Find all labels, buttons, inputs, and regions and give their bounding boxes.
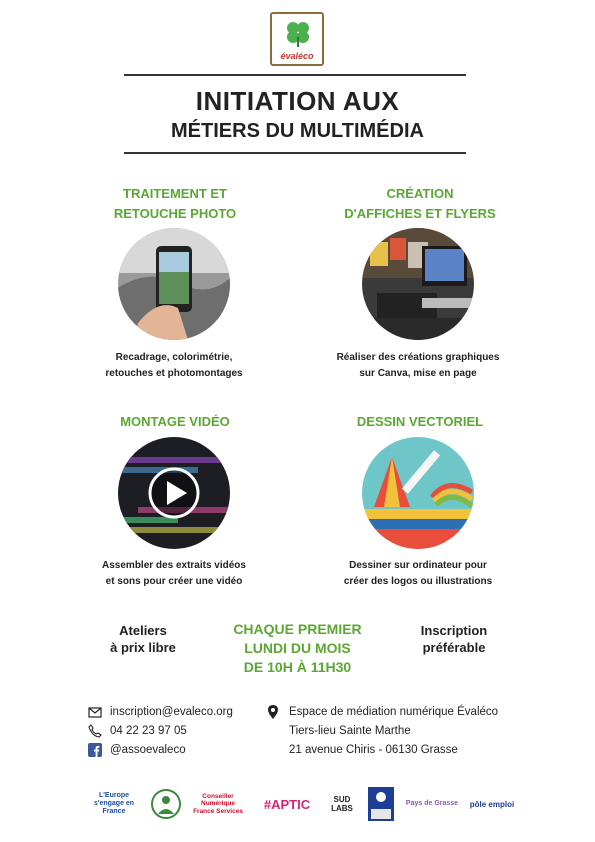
- description-line: créer des logos ou illustrations: [343, 576, 493, 587]
- video-play-image: [118, 437, 230, 549]
- section-photo-description: [64, 350, 284, 382]
- schedule-line: CHAQUE PREMIER: [233, 621, 362, 637]
- section-vector-title: DESSIN VECTORIEL: [356, 414, 484, 429]
- schedule-line: LUNDI DU MOIS: [244, 640, 351, 656]
- partner-name: SUD LABS: [331, 795, 353, 813]
- title-bottom-divider: [124, 152, 466, 154]
- partner-logo-paysdegrasse: [404, 784, 460, 824]
- description-line: retouches et photomontages: [105, 368, 243, 379]
- partner-logo-republique: [366, 784, 396, 824]
- contact-list: [88, 703, 233, 760]
- map-pin-icon: [267, 705, 279, 719]
- section-title-line: TRAITEMENT ET: [123, 186, 227, 201]
- facebook-text[interactable]: @assoevaleco: [110, 744, 186, 756]
- section-title-line: CRÉATION: [386, 186, 454, 201]
- phone-text[interactable]: 04 22 23 97 05: [110, 725, 187, 737]
- partner-name: #APTIC: [263, 796, 311, 812]
- registration-info: [394, 622, 514, 656]
- facebook-icon: [88, 743, 102, 757]
- description-line: sur Canva, mise en page: [359, 368, 477, 379]
- association-logo-icon: [150, 788, 182, 820]
- partner-name: pôle emploi: [469, 799, 515, 809]
- address-line: Tiers-lieu Sainte Marthe: [289, 725, 411, 737]
- price-info-line: à prix libre: [110, 640, 176, 655]
- section-title-line: RETOUCHE PHOTO: [113, 206, 237, 221]
- partner-logo-europe: [88, 784, 140, 824]
- contact-facebook[interactable]: [88, 741, 233, 760]
- address-line: Espace de médiation numérique Évaléco: [289, 706, 499, 718]
- section-title-line: D'AFFICHES ET FLYERS: [344, 206, 496, 221]
- section-flyers-description: [308, 350, 528, 382]
- title-top-divider: [124, 74, 466, 76]
- phone-icon: [88, 724, 102, 738]
- evaleco-logo: [270, 12, 324, 66]
- price-info: [83, 622, 203, 656]
- section-flyers-title: [310, 184, 530, 224]
- partner-logo-association: [148, 784, 184, 824]
- partner-logo-sudlabs: [326, 784, 358, 824]
- section-video-title: MONTAGE VIDÉO: [120, 414, 230, 429]
- computer-desk-image: [362, 228, 474, 340]
- clover-icon: [284, 19, 312, 47]
- marianne-logo-icon: [368, 787, 394, 821]
- description-line: Recadrage, colorimétrie,: [115, 352, 233, 363]
- partner-logo-poleemploi: [468, 784, 516, 824]
- section-photo-title: [65, 184, 285, 224]
- description-line: Réaliser des créations graphiques: [336, 352, 500, 363]
- partner-logo-conseiller: [192, 784, 244, 824]
- partner-name: Conseiller Numérique France Services: [193, 792, 243, 815]
- schedule-info: [210, 620, 385, 677]
- description-line: Dessiner sur ordinateur pour: [349, 560, 487, 571]
- email-text[interactable]: inscription@evaleco.org: [110, 706, 233, 718]
- phone-photo-image: [118, 228, 230, 340]
- address-line: 21 avenue Chiris - 06130 Grasse: [289, 744, 458, 756]
- page-title: INITIATION AUX: [195, 86, 400, 116]
- vector-drawing-image: [362, 437, 474, 549]
- envelope-icon: [88, 705, 102, 719]
- contact-phone[interactable]: [88, 722, 233, 741]
- registration-line: préférable: [422, 640, 486, 655]
- partner-name: Pays de Grasse: [405, 800, 459, 807]
- price-info-line: Ateliers: [119, 623, 167, 638]
- description-line: Assembler des extraits vidéos: [102, 560, 246, 571]
- partner-name: L'Europe s'engage en France: [93, 792, 135, 815]
- section-video-description: [64, 558, 284, 590]
- registration-line: Inscription: [420, 623, 488, 638]
- partner-logo-aptic: [256, 784, 318, 824]
- address-block: [267, 703, 498, 760]
- description-line: et sons pour créer une vidéo: [105, 576, 243, 587]
- contact-email[interactable]: [88, 703, 233, 722]
- section-vector-description: [308, 558, 528, 590]
- schedule-line: DE 10H À 11H30: [243, 659, 352, 675]
- page-subtitle: MÉTIERS DU MULTIMÉDIA: [171, 120, 424, 142]
- logo-brand-text: évaléco: [280, 51, 314, 61]
